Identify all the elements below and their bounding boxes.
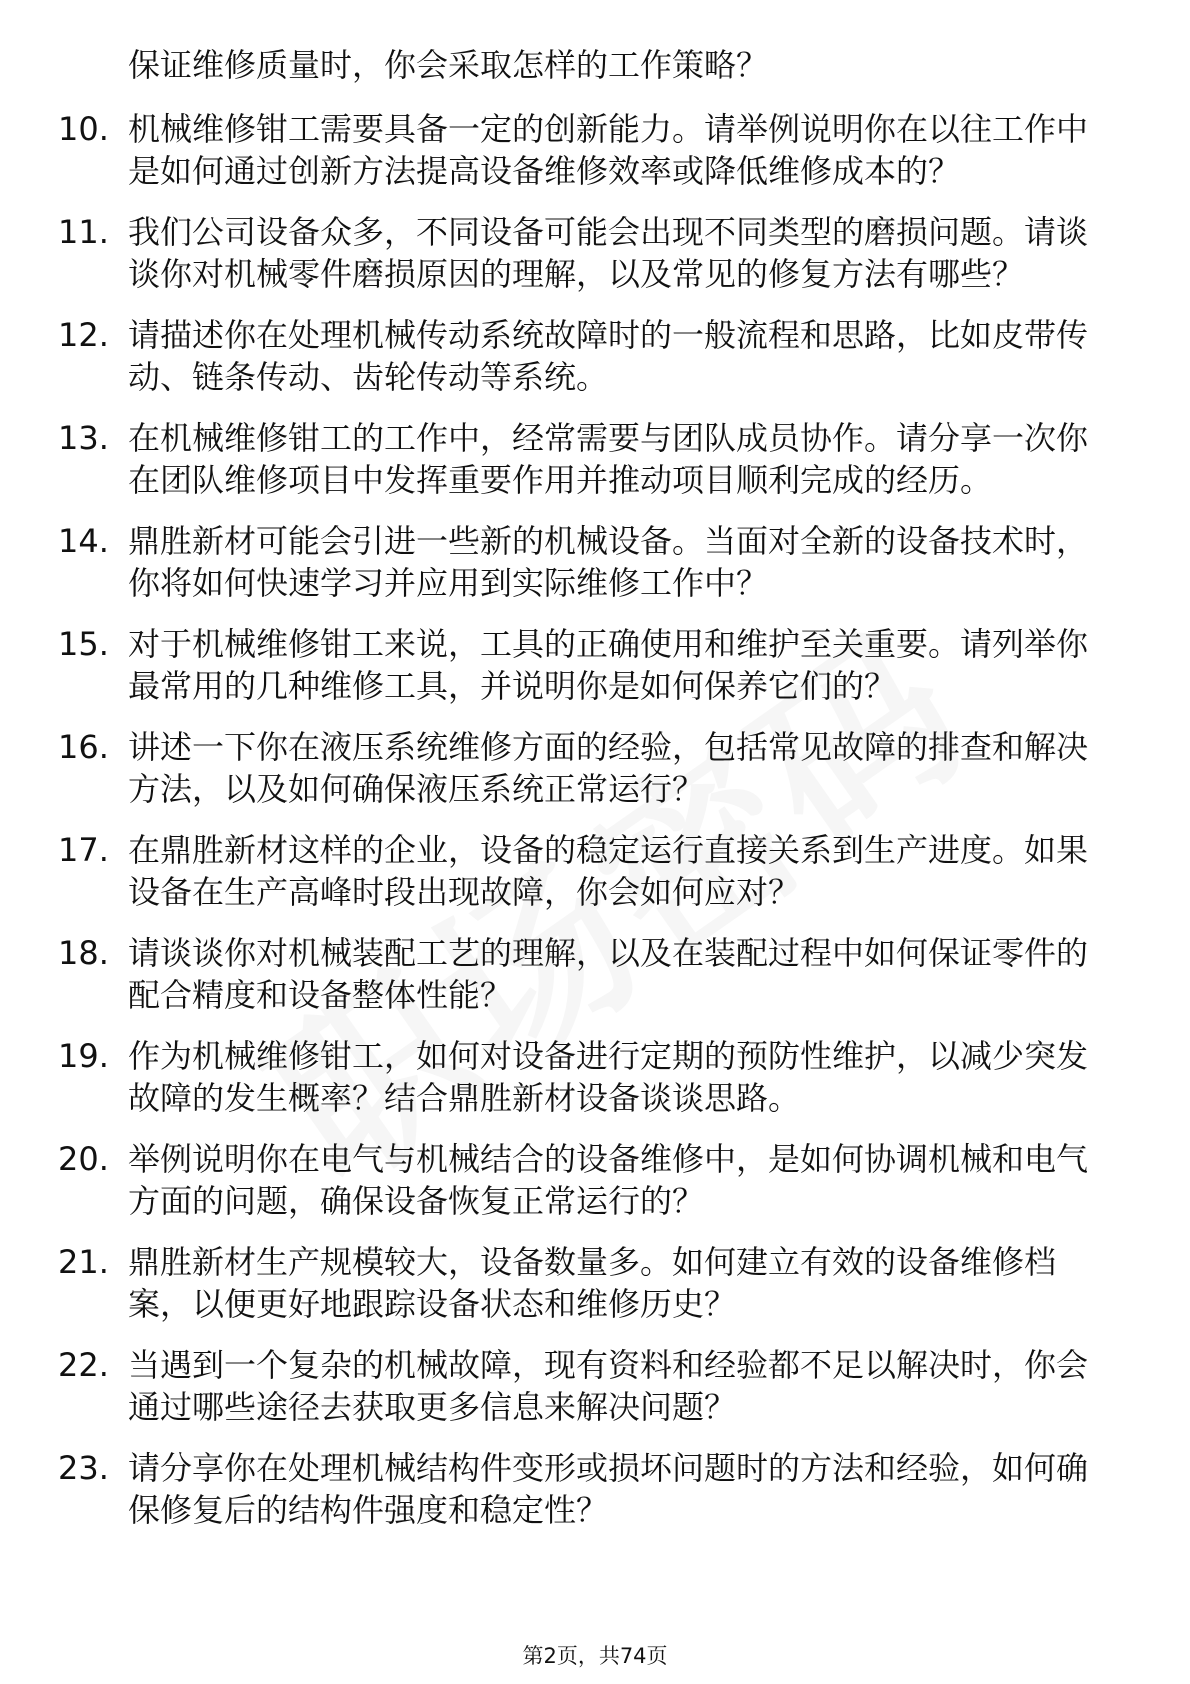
question-item [58,417,1108,501]
question-text: 请谈谈你对机械装配工艺的理解，以及在装配过程中如何保证零件的配合精度和设备整体性能？ [128,934,1089,1014]
question-text: 当遇到一个复杂的机械故障，现有资料和经验都不足以解决时，你会通过哪些途径去获取更多信息来解决问题？ [128,1346,1089,1426]
question-number: 22. [58,1346,109,1384]
question-number: 21. [58,1243,109,1281]
question-text: 鼎胜新材生产规模较大，设备数量多。如何建立有效的设备维修档案，以便更好地跟踪设备状态和维修历史？ [128,1243,1057,1323]
question-text: 对于机械维修钳工来说，工具的正确使用和维护至关重要。请列举你最常用的几种维修工具，并说明你是如何保养它们的？ [128,625,1089,705]
question-item [58,623,1108,707]
question-item [58,1344,1108,1428]
question-item [58,314,1108,398]
page-footer: 第2页，共74页 [522,1644,668,1668]
question-text: 作为机械维修钳工，如何对设备进行定期的预防性维护，以减少突发故障的发生概率？结合鼎胜新材设备谈谈思路。 [128,1037,1089,1117]
question-number: 10. [58,110,109,148]
question-item [58,211,1108,295]
question-number: 19. [58,1037,109,1075]
question-number: 20. [58,1140,109,1178]
question-number: 11. [58,213,109,251]
question-text: 举例说明你在电气与机械结合的设备维修中，是如何协调机械和电气方面的问题，确保设备恢复正常运行的？ [128,1140,1089,1220]
question-text: 鼎胜新材可能会引进一些新的机械设备。当面对全新的设备技术时，你将如何快速学习并应用到实际维修工作中？ [128,522,1089,602]
question-item [58,726,1108,810]
question-number: 18. [58,934,109,972]
question-number: 23. [58,1449,109,1487]
document-body [58,44,1108,1550]
question-number: 17. [58,831,109,869]
question-item [58,520,1108,604]
question-text: 请分享你在处理机械结构件变形或损坏问题时的方法和经验，如何确保修复后的结构件强度和稳定性？ [128,1449,1089,1529]
question-text: 机械维修钳工需要具备一定的创新能力。请举例说明你在以往工作中是如何通过创新方法提高设备维修效率或降低维修成本的？ [128,110,1089,190]
question-text: 在鼎胜新材这样的企业，设备的稳定运行直接关系到生产进度。如果设备在生产高峰时段出现故障，你会如何应对？ [128,831,1089,911]
question-item [58,108,1108,192]
question-text: 请描述你在处理机械传动系统故障时的一般流程和思路，比如皮带传动、链条传动、齿轮传动等系统。 [128,316,1089,396]
question-text: 我们公司设备众多，不同设备可能会出现不同类型的磨损问题。请谈谈你对机械零件磨损原因的理解，以及常见的修复方法有哪些？ [128,213,1089,293]
question-number: 15. [58,625,109,663]
question-item [58,829,1108,913]
question-item [58,1241,1108,1325]
question-item [58,1138,1108,1222]
question-text: 在机械维修钳工的工作中，经常需要与团队成员协作。请分享一次你在团队维修项目中发挥重要作用并推动项目顺利完成的经历。 [128,419,1089,499]
question-list [58,108,1108,1531]
question-number: 14. [58,522,109,560]
continued-question-text: 保证维修质量时，你会采取怎样的工作策略？ [128,46,769,84]
question-number: 16. [58,728,109,766]
question-text: 讲述一下你在液压系统维修方面的经验，包括常见故障的排查和解决方法，以及如何确保液压系统正常运行？ [128,728,1089,808]
question-item [58,1447,1108,1531]
question-number: 12. [58,316,109,354]
question-item [58,1035,1108,1119]
question-number: 13. [58,419,109,457]
question-item [58,932,1108,1016]
